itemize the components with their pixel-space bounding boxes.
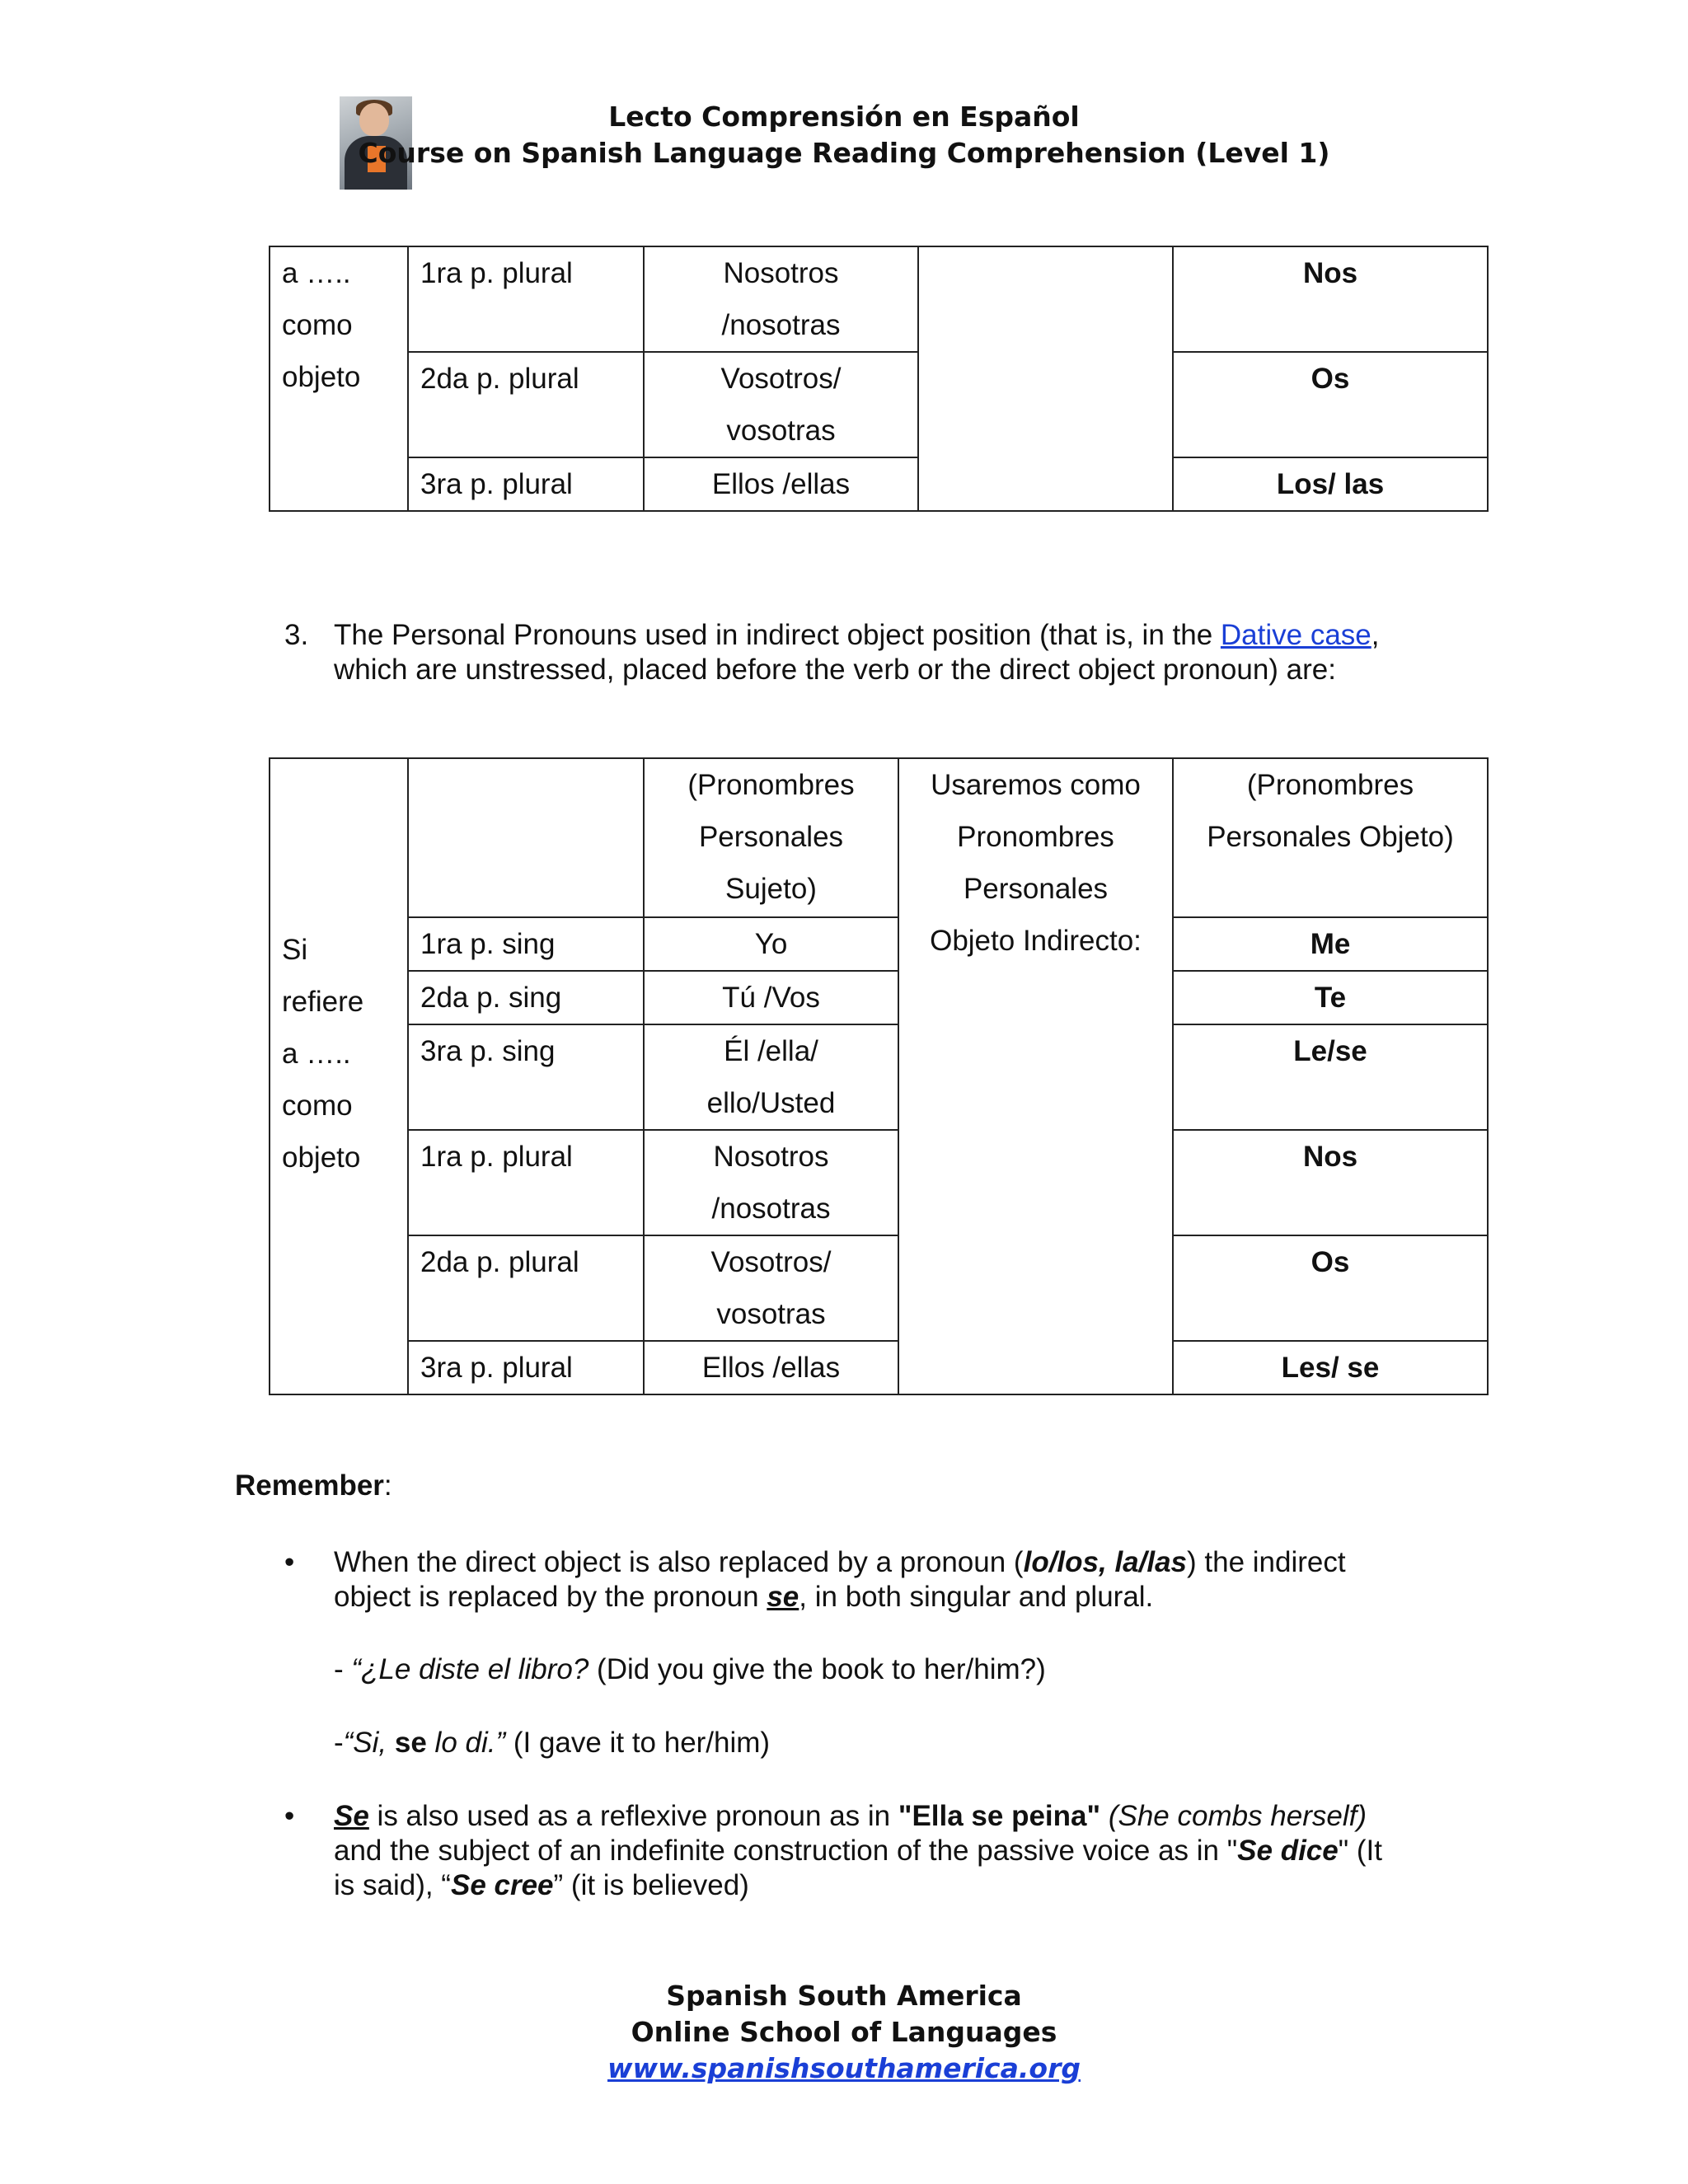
header-use-indirect: Usaremos como Pronombres Personales Objeto Indirecto: [898,758,1173,1394]
footer-subtitle: Online School of Languages [631,2016,1057,2048]
bullet-dot: • [284,1800,295,1832]
header-title: Lecto Comprensión en Español [608,101,1080,133]
bullet1-line1: When the direct object is also replaced by a pronoun (lo/los, la/las) the indirect [334,1546,1346,1578]
section-number: 3. [284,619,309,651]
person-cell: 2da p. plural [408,1235,644,1341]
subject-cell: Vosotros/ vosotras [644,1235,898,1341]
footer-link-wrap [0,2052,1688,2084]
subject-cell: Yo [644,917,898,971]
person-cell: 1ra p. plural [408,246,644,352]
section-text: The Personal Pronouns used in indirect object position (that is, in the Dative case, [334,619,1380,651]
object-pronoun-cell: Os [1173,1235,1488,1341]
blank-cell [918,246,1173,511]
bullet2-line2: and the subject of an indefinite construction of the passive voice as in "Se dice" (It [334,1835,1382,1867]
object-pronoun-cell: Nos [1173,1130,1488,1235]
footer-website-link[interactable]: www.spanishsouthamerica.org [607,2052,1081,2084]
pronoun-table-direct [269,246,1489,512]
bullet1-line2: object is replaced by the pronoun se, in both singular and plural. [334,1581,1154,1613]
example-answer: -“Si, se lo di.” (I gave it to her/him) [334,1727,771,1759]
header-subtitle: Course on Spanish Language Reading Comprehension (Level 1) [358,137,1330,169]
subject-cell: Nosotros /nosotras [644,246,918,352]
person-cell: 3ra p. plural [408,457,644,511]
side-label: Si refiere a ….. como objeto [270,758,408,1394]
person-cell: 3ra p. sing [408,1024,644,1130]
section-text-line2: which are unstressed, placed before the verb or the direct object pronoun) are: [334,654,1336,686]
bullet2-line3: is said), “Se cree” (it is believed) [334,1869,749,1901]
object-pronoun-cell: Le/se [1173,1024,1488,1130]
footer-school: Spanish South America [666,1980,1022,2012]
person-cell: 3ra p. plural [408,1341,644,1394]
subject-cell: Tú /Vos [644,971,898,1024]
object-pronoun-cell: Te [1173,971,1488,1024]
person-cell: 2da p. plural [408,352,644,457]
subject-cell: Vosotros/ vosotras [644,352,918,457]
dative-case-link[interactable]: Dative case [1220,619,1372,651]
remember-heading: Remember: [235,1469,392,1502]
bullet-dot: • [284,1546,295,1578]
subject-cell: Ellos /ellas [644,1341,898,1394]
pronoun-table-indirect [269,757,1489,1395]
header-subject: (Pronombres Personales Sujeto) [644,758,898,917]
object-pronoun-cell: Os [1173,352,1488,457]
object-pronoun-cell: Los/ las [1173,457,1488,511]
header-blank-cell [408,758,644,917]
side-label: a ….. como objeto [270,246,408,511]
subject-cell: Nosotros /nosotras [644,1130,898,1235]
bullet2-line1: Se is also used as a reflexive pronoun as in "Ella se peina" (She combs herself) [334,1800,1367,1832]
person-cell: 1ra p. sing [408,917,644,971]
person-cell: 2da p. sing [408,971,644,1024]
header-object: (Pronombres Personales Objeto) [1173,758,1488,917]
object-pronoun-cell: Les/ se [1173,1341,1488,1394]
person-cell: 1ra p. plural [408,1130,644,1235]
subject-cell: Ellos /ellas [644,457,918,511]
object-pronoun-cell: Me [1173,917,1488,971]
object-pronoun-cell: Nos [1173,246,1488,352]
subject-cell: Él /ella/ ello/Usted [644,1024,898,1130]
example-question: - “¿Le diste el libro? (Did you give the book to her/him?) [334,1653,1046,1685]
